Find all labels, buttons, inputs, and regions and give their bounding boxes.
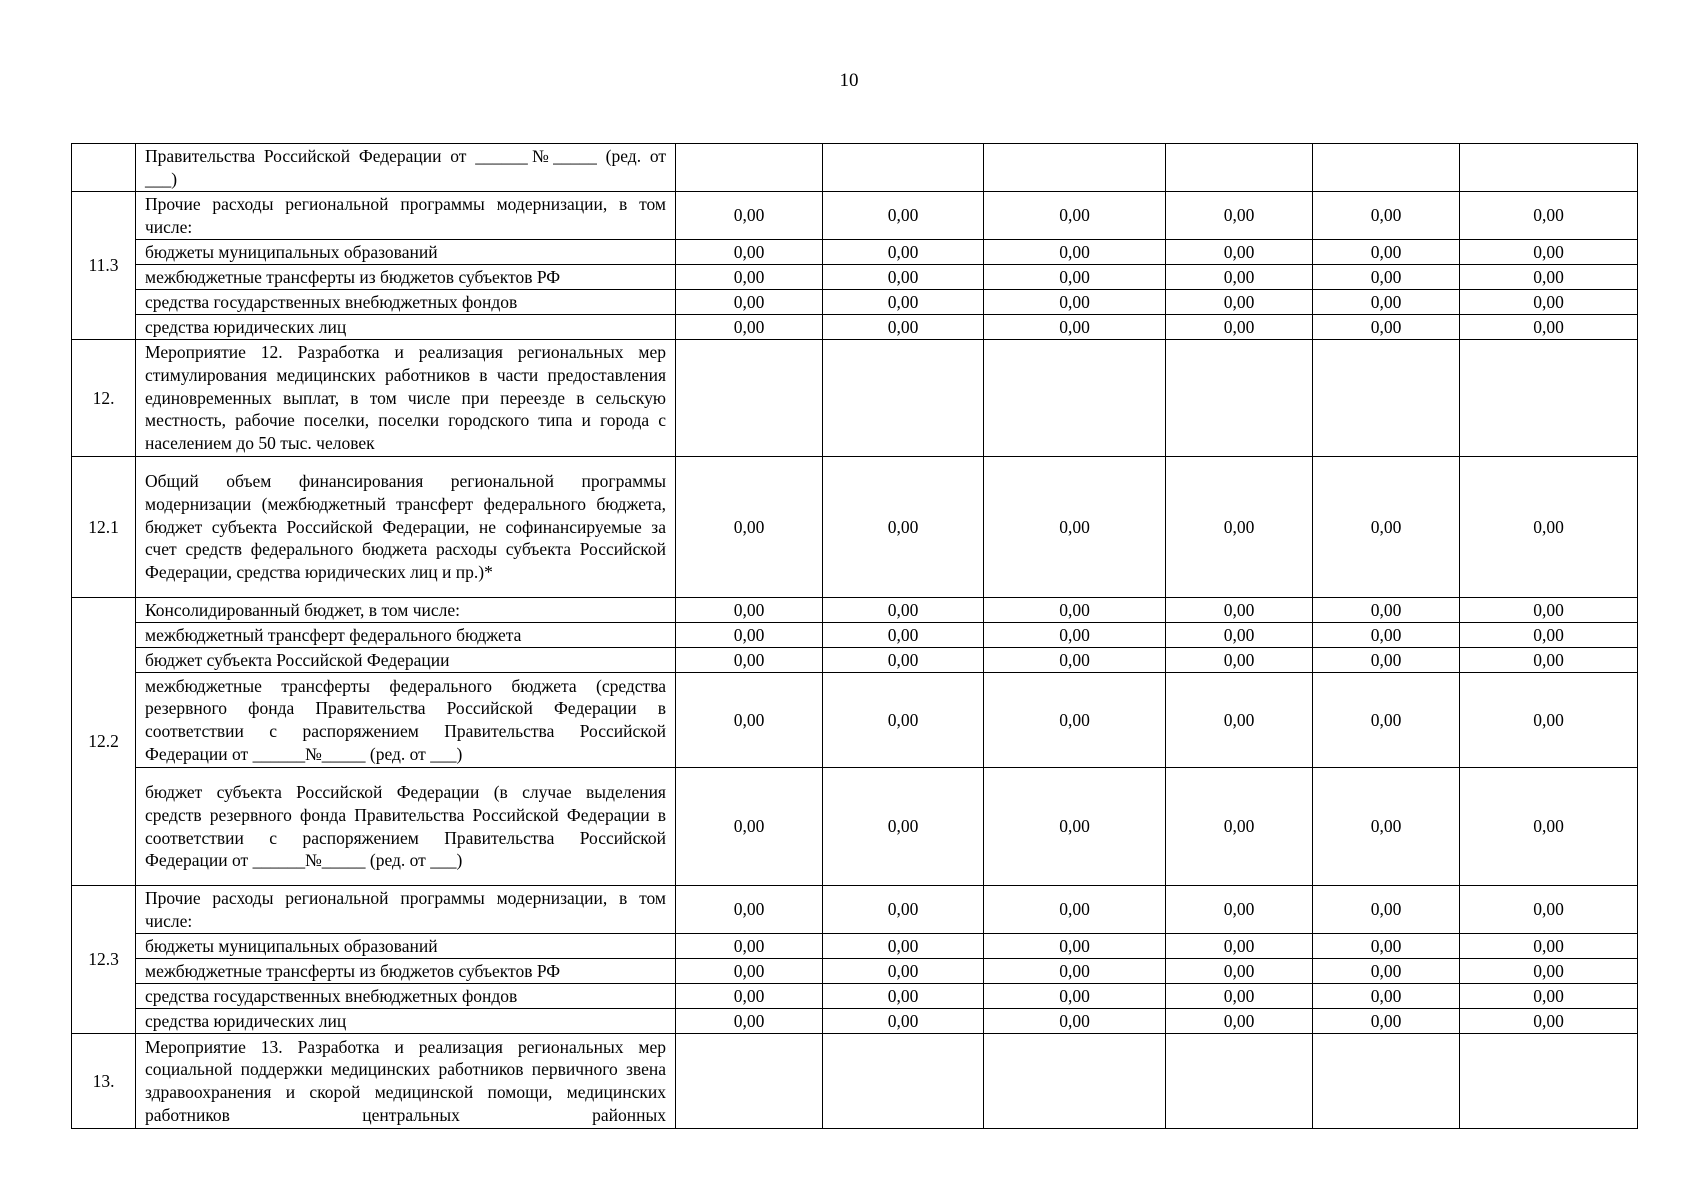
value-cell: 0,00: [676, 457, 823, 598]
value-cell: 0,00: [676, 984, 823, 1009]
value-cell: 0,00: [1313, 315, 1460, 340]
value-cell: 0,00: [823, 457, 984, 598]
table-row: [72, 340, 1638, 457]
value-cell: 0,00: [823, 673, 984, 768]
value-cell: 0,00: [984, 290, 1166, 315]
table-row: [72, 265, 1638, 290]
value-cell: 0,00: [1460, 886, 1638, 934]
value-cell: 0,00: [984, 457, 1166, 598]
value-cell: 0,00: [676, 265, 823, 290]
value-cell: 0,00: [676, 648, 823, 673]
value-cell: 0,00: [984, 886, 1166, 934]
value-cell: [823, 340, 984, 457]
value-cell: 0,00: [823, 240, 984, 265]
value-cell: 0,00: [823, 1009, 984, 1034]
row-description-cell: бюджеты муниципальных образований: [136, 240, 676, 265]
table-row: [72, 290, 1638, 315]
table-row: [72, 959, 1638, 984]
value-cell: 0,00: [1313, 290, 1460, 315]
value-cell: 0,00: [1166, 315, 1313, 340]
table-row: [72, 648, 1638, 673]
value-cell: 0,00: [676, 934, 823, 959]
value-cell: 0,00: [1166, 192, 1313, 240]
value-cell: 0,00: [676, 1009, 823, 1034]
row-number-cell: 12.1: [72, 457, 136, 598]
value-cell: 0,00: [1460, 959, 1638, 984]
row-number-cell: 12.3: [72, 886, 136, 1034]
value-cell: 0,00: [676, 598, 823, 623]
value-cell: 0,00: [676, 673, 823, 768]
value-cell: 0,00: [1460, 598, 1638, 623]
row-description-cell: межбюджетные трансферты из бюджетов субъектов РФ: [136, 265, 676, 290]
value-cell: 0,00: [823, 959, 984, 984]
table-row: [72, 240, 1638, 265]
value-cell: 0,00: [823, 192, 984, 240]
value-cell: 0,00: [823, 934, 984, 959]
table-row: [72, 673, 1638, 768]
table-row: [72, 1009, 1638, 1034]
value-cell: 0,00: [676, 623, 823, 648]
table-row: [72, 1034, 1638, 1129]
value-cell: [1313, 340, 1460, 457]
value-cell: 0,00: [1313, 265, 1460, 290]
value-cell: 0,00: [984, 959, 1166, 984]
value-cell: 0,00: [984, 934, 1166, 959]
value-cell: 0,00: [984, 984, 1166, 1009]
row-description-cell: Прочие расходы региональной программы модернизации, в том числе:: [136, 886, 676, 934]
value-cell: 0,00: [984, 623, 1166, 648]
table-row: [72, 144, 1638, 192]
value-cell: 0,00: [1460, 265, 1638, 290]
row-description-cell: бюджет субъекта Российской Федерации (в случае выделения средств резервного фонда Правительства Российской Федерации в соответствии с распоряжением Правительства Российской Федерации от ______№_____ (ред. от ___): [136, 768, 676, 886]
value-cell: 0,00: [1166, 886, 1313, 934]
value-cell: 0,00: [984, 192, 1166, 240]
value-cell: 0,00: [823, 984, 984, 1009]
value-cell: 0,00: [1313, 768, 1460, 886]
table-row: [72, 315, 1638, 340]
value-cell: 0,00: [823, 315, 984, 340]
value-cell: 0,00: [1460, 1009, 1638, 1034]
value-cell: 0,00: [823, 648, 984, 673]
value-cell: 0,00: [1460, 673, 1638, 768]
value-cell: 0,00: [1313, 598, 1460, 623]
value-cell: [984, 144, 1166, 192]
funding-table: [71, 143, 1638, 1129]
row-number-cell: 12.: [72, 340, 136, 457]
value-cell: 0,00: [1313, 673, 1460, 768]
row-number-cell: [72, 144, 136, 192]
value-cell: [984, 340, 1166, 457]
value-cell: 0,00: [676, 240, 823, 265]
value-cell: [1313, 1034, 1460, 1129]
row-description-cell: Мероприятие 13. Разработка и реализация региональных мер социальной поддержки медицинских работников первичного звена здравоохранения и скорой медицинской помощи, медицинских работников центральных районных: [136, 1034, 676, 1129]
row-number-cell: 13.: [72, 1034, 136, 1129]
value-cell: 0,00: [984, 240, 1166, 265]
value-cell: 0,00: [1460, 192, 1638, 240]
row-description-cell: Консолидированный бюджет, в том числе:: [136, 598, 676, 623]
value-cell: 0,00: [676, 192, 823, 240]
value-cell: 0,00: [1313, 648, 1460, 673]
value-cell: 0,00: [1313, 886, 1460, 934]
value-cell: 0,00: [1313, 959, 1460, 984]
row-description-cell: Правительства Российской Федерации от ______№_____ (ред. от ___): [136, 144, 676, 192]
value-cell: 0,00: [676, 768, 823, 886]
value-cell: 0,00: [1460, 984, 1638, 1009]
value-cell: 0,00: [984, 265, 1166, 290]
value-cell: 0,00: [676, 959, 823, 984]
value-cell: 0,00: [1166, 673, 1313, 768]
value-cell: 0,00: [1313, 457, 1460, 598]
value-cell: 0,00: [1313, 240, 1460, 265]
table-row: [72, 457, 1638, 598]
value-cell: 0,00: [1460, 623, 1638, 648]
value-cell: 0,00: [823, 265, 984, 290]
value-cell: 0,00: [1313, 623, 1460, 648]
row-description-cell: бюджеты муниципальных образований: [136, 934, 676, 959]
row-description-cell: межбюджетный трансферт федерального бюджета: [136, 623, 676, 648]
value-cell: 0,00: [1460, 315, 1638, 340]
value-cell: 0,00: [984, 673, 1166, 768]
value-cell: 0,00: [1166, 648, 1313, 673]
value-cell: 0,00: [1166, 265, 1313, 290]
row-description-cell: межбюджетные трансферты федерального бюджета (средства резервного фонда Правительства Российской Федерации в соответствии с распоряжением Правительства Российской Федерации от ______№_____ (ред. от ___): [136, 673, 676, 768]
table-body: [72, 144, 1638, 1129]
value-cell: 0,00: [1460, 290, 1638, 315]
value-cell: [823, 1034, 984, 1129]
row-description-cell: Прочие расходы региональной программы модернизации, в том числе:: [136, 192, 676, 240]
row-description-cell: средства юридических лиц: [136, 315, 676, 340]
table-row: [72, 768, 1638, 886]
value-cell: 0,00: [1460, 648, 1638, 673]
row-description-cell: Общий объем финансирования региональной программы модернизации (межбюджетный трансферт федерального бюджета, бюджет субъекта Российской Федерации, не софинансируемые за счет средств федерального бюджета расходы субъекта Российской Федерации, средства юридических лиц и пр.)*: [136, 457, 676, 598]
value-cell: [1166, 144, 1313, 192]
value-cell: 0,00: [1166, 959, 1313, 984]
value-cell: 0,00: [1460, 240, 1638, 265]
value-cell: [676, 1034, 823, 1129]
table-row: [72, 886, 1638, 934]
value-cell: 0,00: [676, 290, 823, 315]
value-cell: [1460, 340, 1638, 457]
value-cell: [676, 340, 823, 457]
value-cell: 0,00: [1166, 290, 1313, 315]
row-description-cell: Мероприятие 12. Разработка и реализация региональных мер стимулирования медицинских работников в части предоставления единовременных выплат, в том числе при переезде в сельскую местность, рабочие поселки, поселки городского типа и города с населением до 50 тыс. человек: [136, 340, 676, 457]
value-cell: [1460, 1034, 1638, 1129]
row-description-cell: средства государственных внебюджетных фондов: [136, 290, 676, 315]
value-cell: 0,00: [1460, 457, 1638, 598]
value-cell: [1460, 144, 1638, 192]
value-cell: 0,00: [1166, 598, 1313, 623]
value-cell: 0,00: [823, 598, 984, 623]
value-cell: 0,00: [1313, 192, 1460, 240]
value-cell: 0,00: [1313, 934, 1460, 959]
page-number: 10: [839, 70, 859, 91]
row-number-cell: 11.3: [72, 192, 136, 340]
value-cell: [1166, 1034, 1313, 1129]
table-row: [72, 598, 1638, 623]
value-cell: 0,00: [823, 623, 984, 648]
value-cell: 0,00: [1166, 623, 1313, 648]
value-cell: [1166, 340, 1313, 457]
value-cell: 0,00: [984, 315, 1166, 340]
value-cell: 0,00: [1166, 768, 1313, 886]
value-cell: 0,00: [1166, 457, 1313, 598]
row-description-cell: средства государственных внебюджетных фондов: [136, 984, 676, 1009]
value-cell: 0,00: [823, 290, 984, 315]
value-cell: [823, 144, 984, 192]
row-description-cell: средства юридических лиц: [136, 1009, 676, 1034]
value-cell: 0,00: [1460, 934, 1638, 959]
row-description-cell: межбюджетные трансферты из бюджетов субъектов РФ: [136, 959, 676, 984]
value-cell: 0,00: [984, 598, 1166, 623]
value-cell: 0,00: [1313, 984, 1460, 1009]
row-number-cell: 12.2: [72, 598, 136, 886]
value-cell: 0,00: [1166, 984, 1313, 1009]
value-cell: 0,00: [676, 886, 823, 934]
value-cell: 0,00: [984, 768, 1166, 886]
value-cell: [984, 1034, 1166, 1129]
value-cell: 0,00: [823, 886, 984, 934]
value-cell: 0,00: [984, 648, 1166, 673]
value-cell: 0,00: [676, 315, 823, 340]
value-cell: 0,00: [984, 1009, 1166, 1034]
row-description-cell: бюджет субъекта Российской Федерации: [136, 648, 676, 673]
value-cell: 0,00: [1313, 1009, 1460, 1034]
value-cell: 0,00: [1166, 240, 1313, 265]
value-cell: [1313, 144, 1460, 192]
value-cell: [676, 144, 823, 192]
table-row: [72, 623, 1638, 648]
table-row: [72, 934, 1638, 959]
value-cell: 0,00: [1166, 934, 1313, 959]
table-row: [72, 192, 1638, 240]
value-cell: 0,00: [823, 768, 984, 886]
value-cell: 0,00: [1166, 1009, 1313, 1034]
table-row: [72, 984, 1638, 1009]
value-cell: 0,00: [1460, 768, 1638, 886]
